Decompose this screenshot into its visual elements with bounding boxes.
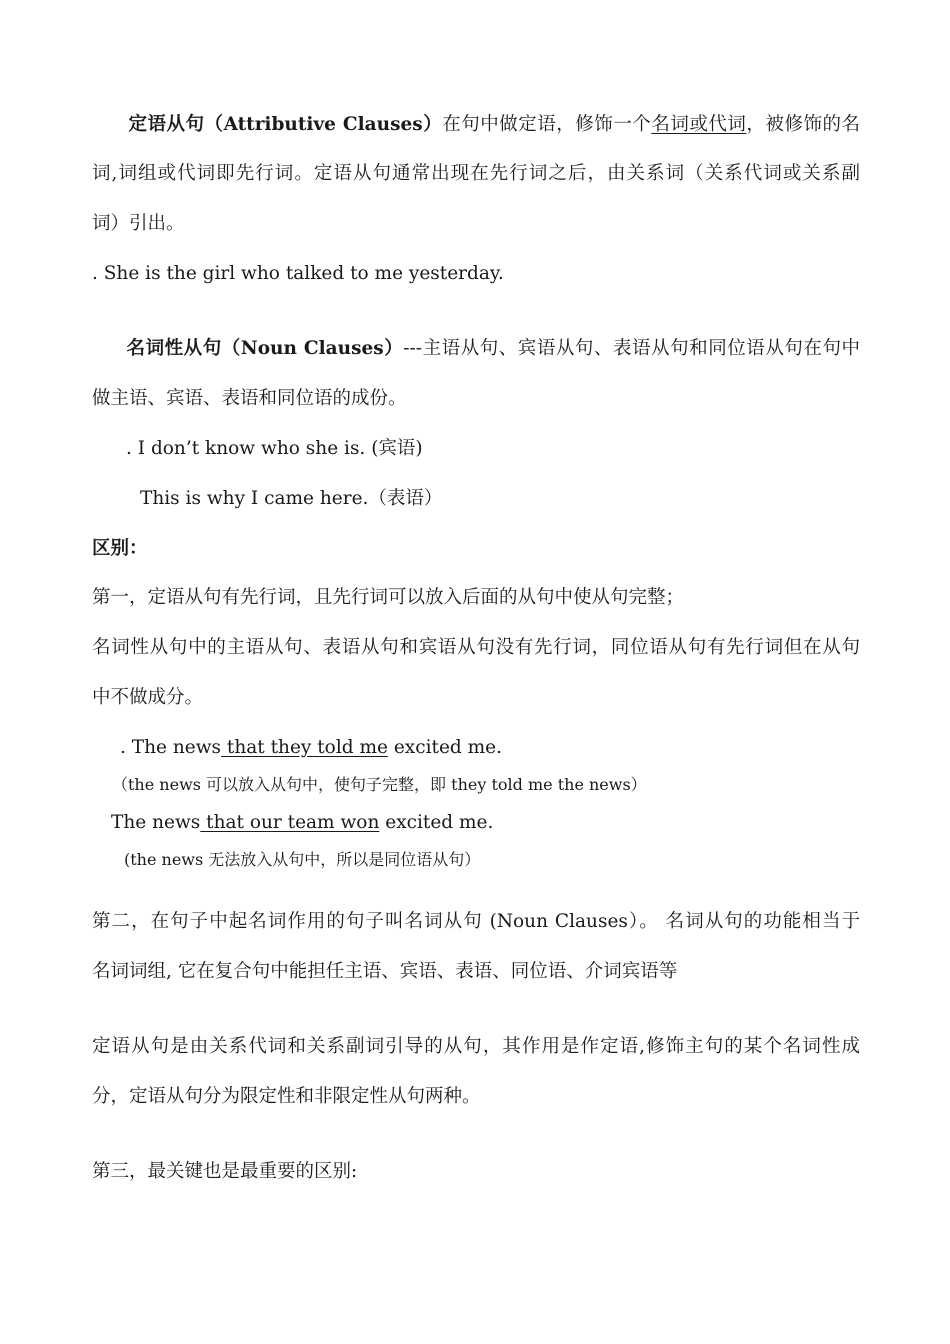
note-5: (the news 无法放入从句中，所以是同位语从句）: [124, 850, 481, 869]
noun-clause-term: 名词性从句（Noun Clauses）: [126, 338, 404, 359]
p1-line2: 词,词组或代词即先行词。定语从句通常出现在先行词之后，由关系词（关系代词或关系副: [92, 163, 860, 184]
p2-line2: 做主语、宾语、表语和同位语的成份。: [92, 388, 407, 409]
example-4-clause: that they told me: [221, 737, 388, 758]
p1-line1: [92, 113, 860, 137]
example-5-a: The news: [111, 812, 201, 833]
p2-line1: [92, 337, 860, 361]
p1-line3: 词）引出。: [92, 213, 185, 234]
example-4-a: . The news: [120, 737, 222, 758]
example-2: . I don’t know who she is. (宾语): [126, 438, 423, 459]
example-5-b: excited me.: [379, 812, 494, 833]
example-5: [111, 811, 493, 835]
second-point-line1: 第二，在句子中起名词作用的句子叫名词从句 (Noun Clauses）。 名词从句的功能相当于: [92, 911, 860, 932]
example-1: . She is the girl who talked to me yesterday.: [92, 263, 504, 284]
example-4-b: excited me.: [387, 737, 502, 758]
p1-text-a: 在句中做定语，修饰一个: [442, 114, 652, 135]
first-point-line1: 第一，定语从句有先行词，且先行词可以放入后面的从句中使从句完整；: [92, 587, 685, 608]
second-point-line2: 名词词组, 它在复合句中能担任主语、宾语、表语、同位语、介词宾语等: [92, 961, 678, 982]
p3-line1: 定语从句是由关系代词和关系副词引导的从句，其作用是作定语,修饰主句的某个名词性成: [92, 1036, 860, 1057]
example-4: [120, 736, 502, 760]
difference-heading: 区别：: [92, 538, 148, 559]
third-point: 第三，最关键也是最重要的区别:: [92, 1161, 358, 1182]
example-3: This is why I came here.（表语）: [140, 488, 443, 509]
first-point-line3: 中不做成分。: [92, 687, 204, 708]
note-4: （the news 可以放入从句中，使句子完整，即 they told me the news）: [112, 775, 647, 794]
p3-line2: 分，定语从句分为限定性和非限定性从句两种。: [92, 1086, 481, 1107]
first-point-line2: 名词性从句中的主语从句、表语从句和宾语从句没有先行词，同位语从句有先行词但在从句: [92, 637, 860, 658]
p2-text: ---主语从句、宾语从句、表语从句和同位语从句在句中: [403, 338, 860, 359]
example-5-clause: that our team won: [200, 812, 380, 833]
p1-text-b: ，被修饰的名: [746, 114, 860, 135]
attributive-clause-term: 定语从句（Attributive Clauses）: [128, 114, 443, 135]
p1-underlined: 名词或代词: [651, 114, 747, 135]
